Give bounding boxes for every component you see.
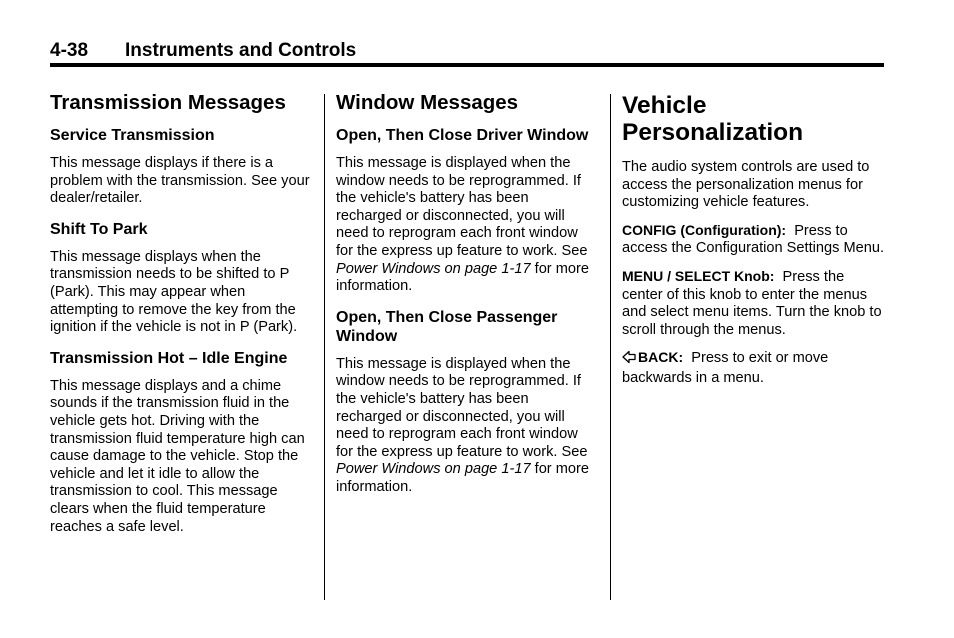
section-heading: Window Messages <box>336 91 519 114</box>
column-divider-1 <box>324 94 325 600</box>
section-title: Instruments and Controls <box>125 40 357 61</box>
subheading: Open, Then Close Driver Window <box>336 127 589 144</box>
control-label: BACK: <box>638 349 684 366</box>
subheading: Shift To Park <box>50 220 148 238</box>
page-number: 4-38 <box>50 40 89 61</box>
subheading: Transmission Hot – Idle Engine <box>50 349 288 367</box>
section-heading: Transmission Messages <box>50 91 286 114</box>
paragraph: This message displays when the transmission needs to be shifted to P (Park). This may appear when attempting to remove the key from the ignition if the vehicle is not in P (Park). <box>50 248 298 336</box>
page-header <box>50 40 356 62</box>
control-label: CONFIG (Configuration): <box>622 221 787 238</box>
section-heading: Vehicle Personalization <box>622 92 804 146</box>
window-messages-column <box>336 92 598 509</box>
paragraph: This message is displayed when the window needs to be reprogrammed. If the vehicle's battery has been recharged or disconnected, you will need to reprogram each front window for the express up feature to work. See Power Windows on page 1-17 for more information. <box>336 155 589 295</box>
control-description: BACK: Press to exit or move backwards in a menu. <box>622 349 829 386</box>
paragraph: This message displays if there is a problem with the transmission. See your dealer/retailer. <box>50 155 310 207</box>
cross-reference-link[interactable]: Power Windows on page 1-17 <box>336 260 531 277</box>
column-divider-2 <box>610 94 611 600</box>
back-arrow-icon <box>622 350 638 370</box>
vehicle-personalization-column <box>622 92 886 398</box>
paragraph: The audio system controls are used to access the personalization menus for customizing vehicle features. <box>622 159 870 211</box>
paragraph: This message is displayed when the window needs to be reprogrammed. If the vehicle's battery has been recharged or disconnected, you will need to reprogram each front window for the express up feature to work. See Power Windows on page 1-17 for more information. <box>336 355 589 495</box>
subheading: Open, Then Close Passenger Window <box>336 308 558 345</box>
control-description: CONFIG (Configuration): Press to access the Configuration Settings Menu. <box>622 221 885 257</box>
subheading: Service Transmission <box>50 127 215 144</box>
header-rule <box>50 63 884 67</box>
control-label: MENU / SELECT Knob: <box>622 267 775 284</box>
control-description: MENU / SELECT Knob: Press the center of this knob to enter the menus and select menu items. Turn the knob to scroll through the menus. <box>622 267 882 338</box>
cross-reference-link[interactable]: Power Windows on page 1-17 <box>336 461 531 478</box>
paragraph: This message displays and a chime sounds if the transmission fluid in the vehicle gets hot. Driving with the transmission fluid temperature high can cause damage to the vehicle. Stop the vehicle and let it idle to allow the transmission to cool. This message clears when the fluid temperature reaches a safe level. <box>50 377 305 535</box>
transmission-messages-column <box>50 92 312 548</box>
